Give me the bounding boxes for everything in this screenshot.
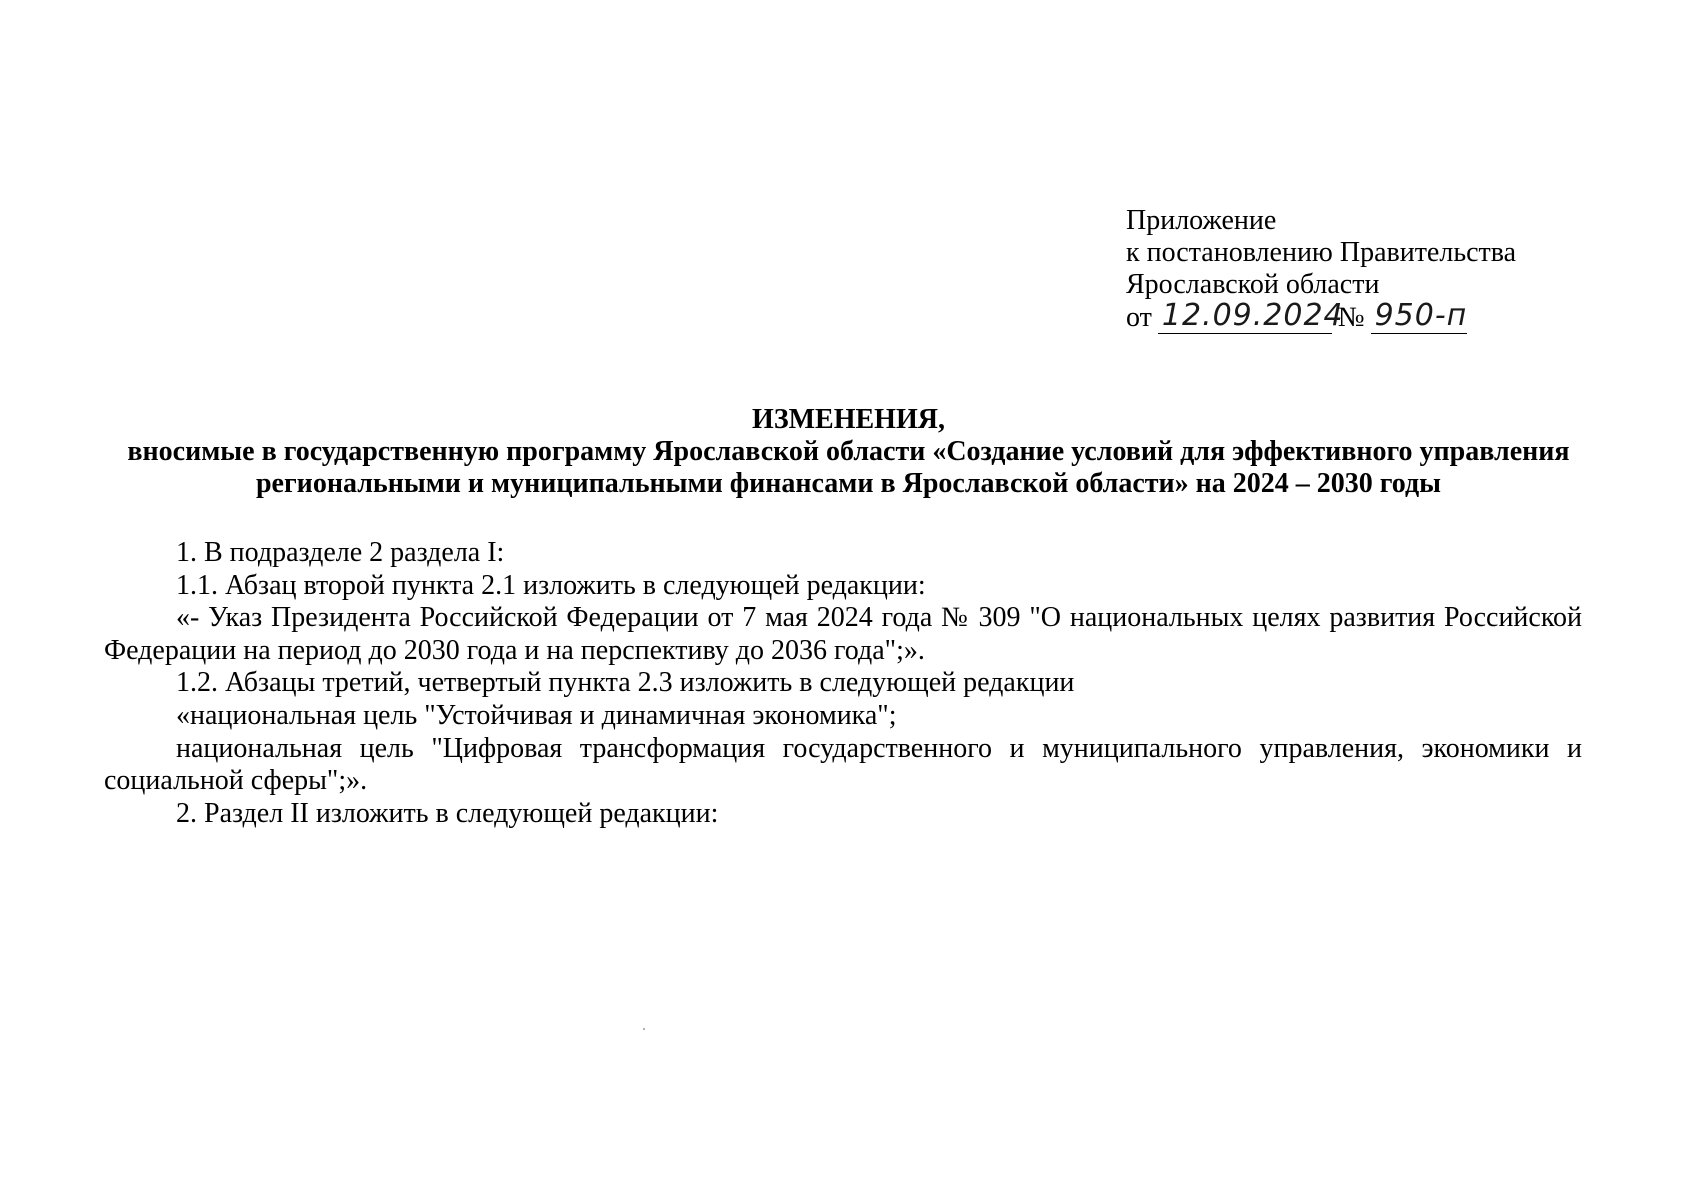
scan-speck: [643, 1028, 645, 1030]
appendix-title: Приложение: [1126, 205, 1277, 236]
number-sign: №: [1337, 302, 1365, 333]
handwritten-date: 12.09.2024: [1161, 298, 1344, 333]
title-subheading-line2: региональными и муниципальными финансами в Ярославской области» на 2024 – 2030 годы: [255, 468, 1442, 499]
document-body: [104, 537, 1582, 830]
appendix-block: [1126, 205, 1646, 334]
paragraph: национальная цель "Цифровая трансформация государственного и муниципального управления, экономики и социальной сферы";».: [104, 732, 1582, 797]
title-heading: ИЗМЕНЕНИЯ,: [752, 404, 945, 435]
title-subheading-line1: вносимые в государственную программу Ярославской области «Создание условий для эффективного управления: [127, 436, 1570, 467]
paragraph: «национальная цель "Устойчивая и динамичная экономика";: [176, 699, 897, 731]
handwritten-number: 950-п: [1374, 298, 1468, 333]
number-field: [1371, 298, 1468, 334]
paragraph: 1. В подразделе 2 раздела I:: [176, 537, 505, 568]
appendix-date-number-line: [1126, 298, 1646, 334]
date-field: [1158, 298, 1344, 334]
from-label: от: [1126, 302, 1152, 333]
appendix-region-line: Ярославской области: [1126, 269, 1380, 300]
paragraph: 2. Раздел II изложить в следующей редакции:: [176, 797, 719, 829]
appendix-ref-line: к постановлению Правительства: [1126, 237, 1517, 268]
paragraph: «- Указ Президента Российской Федерации от 7 мая 2024 года № 309 "О национальных целях развития Российской Федерации на период до 2030 года и на перспективу до 2036 года";».: [104, 602, 1582, 666]
paragraph: 1.2. Абзацы третий, четвертый пункта 2.3 изложить в следующей редакции: [176, 667, 1075, 699]
document-title: [60, 404, 1637, 500]
paragraph: 1.1. Абзац второй пункта 2.1 изложить в следующей редакции:: [176, 569, 926, 601]
